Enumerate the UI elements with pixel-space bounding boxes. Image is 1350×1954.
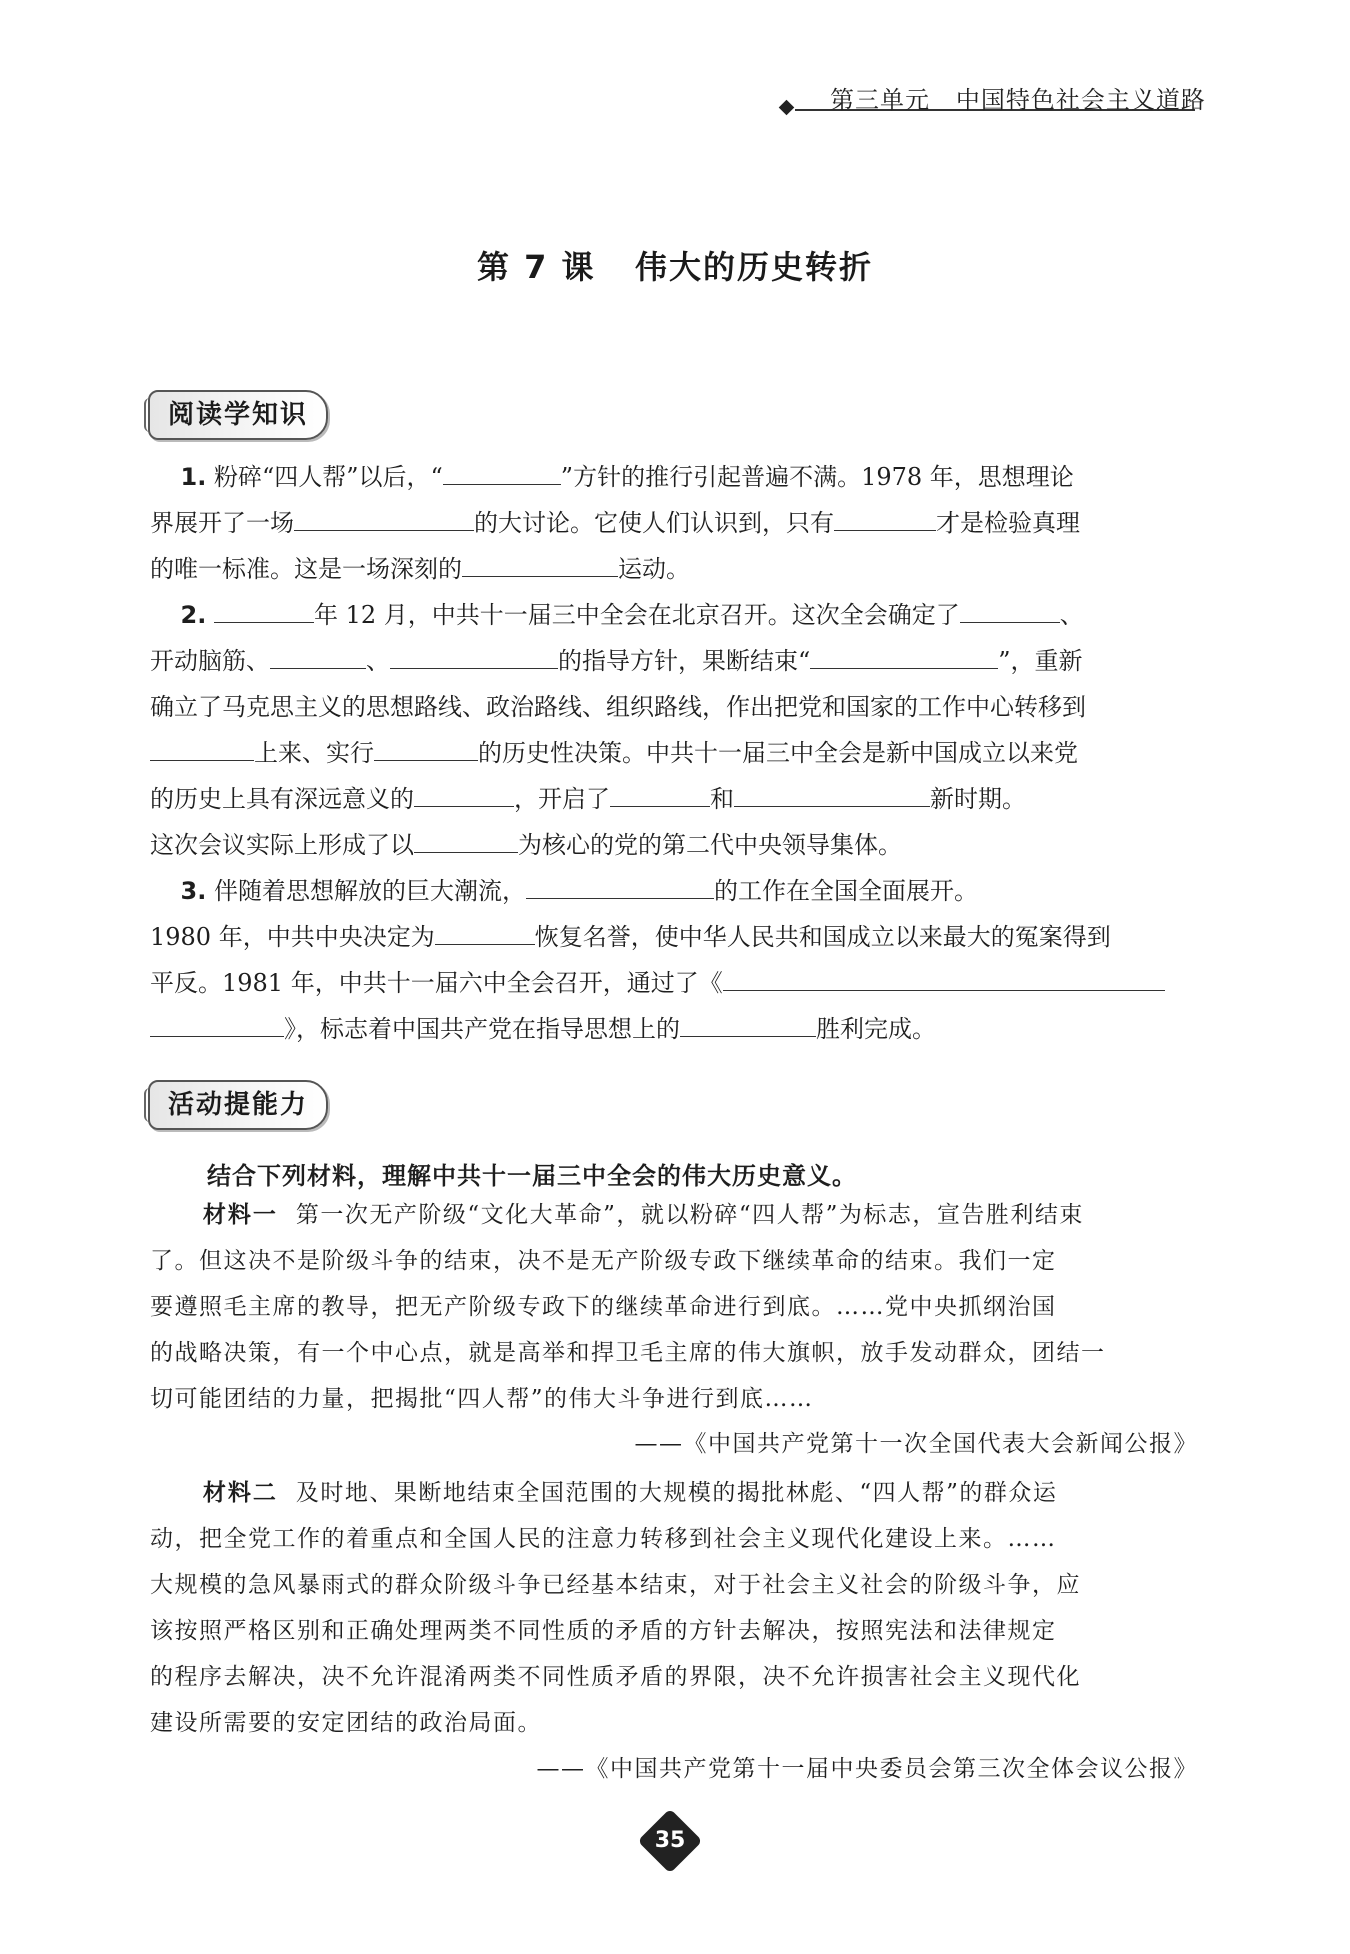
- text: 平反。1981 年，中共十一届六中全会召开，通过了《: [150, 969, 723, 997]
- question-3: [150, 868, 1198, 1052]
- material-1-source: ——《中国共产党第十一次全国代表大会新闻公报》: [634, 1431, 1198, 1457]
- text: 新时期。: [930, 785, 1026, 813]
- page-number: 35: [654, 1828, 686, 1853]
- text: 运动。: [618, 555, 690, 583]
- section-tag-activity: 活动提能力: [148, 1080, 328, 1130]
- text: 的历史上具有深远意义的: [150, 785, 414, 813]
- answer-blank[interactable]: [390, 644, 558, 669]
- answer-blank[interactable]: [214, 598, 314, 623]
- material-2-source: ——《中国共产党第十一届中央委员会第三次全体会议公报》: [536, 1756, 1198, 1782]
- answer-blank[interactable]: [414, 828, 518, 853]
- text: 界展开了一场: [150, 509, 294, 537]
- unit-title: 中国特色社会主义道路: [955, 86, 1206, 114]
- text: 开动脑筋、: [150, 647, 270, 675]
- lesson-name: 伟大的历史转折: [634, 248, 873, 286]
- answer-blank[interactable]: [414, 782, 514, 807]
- question-1: [150, 454, 1198, 592]
- text: 和: [710, 785, 734, 813]
- text: 粉碎“四人帮”以后，“: [213, 463, 443, 491]
- text: 的指导方针，果断结束“: [558, 647, 811, 675]
- text: 的唯一标准。这是一场深刻的: [150, 555, 462, 583]
- answer-blank[interactable]: [462, 552, 618, 577]
- material-label: 材料一: [202, 1202, 278, 1228]
- text: 了。但这决不是阶级斗争的结束，决不是无产阶级专政下继续革命的结束。我们一定: [150, 1248, 1057, 1274]
- answer-blank[interactable]: [435, 920, 535, 945]
- answer-blank[interactable]: [960, 598, 1060, 623]
- text: 、: [1059, 601, 1084, 629]
- text: 该按照严格区别和正确处理两类不同性质的矛盾的方针去解决，按照宪法和法律规定: [150, 1618, 1057, 1644]
- answer-blank[interactable]: [374, 736, 478, 761]
- text: 的工作在全国全面展开。: [713, 877, 978, 905]
- answer-blank[interactable]: [150, 1012, 284, 1037]
- text: 胜利完成。: [816, 1015, 936, 1043]
- material-label: 材料二: [202, 1480, 278, 1506]
- answer-blank[interactable]: [810, 644, 998, 669]
- text: 》，标志着中国共产党在指导思想上的: [284, 1015, 680, 1043]
- text: 建设所需要的安定团结的政治局面。: [150, 1710, 542, 1736]
- text: 伴随着思想解放的巨大潮流，: [213, 877, 526, 905]
- text: ”方针的推行引起普遍不满。1978 年，思想理论: [560, 463, 1074, 491]
- answer-blank[interactable]: [734, 782, 930, 807]
- answer-blank[interactable]: [680, 1012, 816, 1037]
- text: 才是检验真理: [936, 509, 1080, 537]
- text: 为核心的党的第二代中央领导集体。: [518, 831, 902, 859]
- text: 、: [366, 647, 390, 675]
- material-2: [150, 1470, 1198, 1746]
- text: 这次会议实际上形成了以: [150, 831, 414, 859]
- text: 要遵照毛主席的教导，把无产阶级专政下的继续革命进行到底。……党中央抓纲治国: [150, 1294, 1057, 1320]
- header-diamond-icon: [779, 100, 795, 116]
- text: 第一次无产阶级“文化大革命”，就以粉碎“四人帮”为标志，宣告胜利结束: [295, 1202, 1084, 1228]
- lesson-title: [0, 242, 1350, 288]
- activity-instruction: 结合下列材料，理解中共十一届三中全会的伟大历史意义。: [207, 1162, 857, 1190]
- material-1: [150, 1192, 1198, 1422]
- answer-blank[interactable]: [834, 506, 936, 531]
- answer-blank[interactable]: [294, 506, 474, 531]
- text: 的大讨论。它使人们认识到，只有: [474, 509, 834, 537]
- answer-blank[interactable]: [270, 644, 366, 669]
- text: ，开启了: [514, 785, 610, 813]
- lesson-number: 第 7 课: [477, 248, 596, 286]
- text: 的程序去解决，决不允许混淆两类不同性质矛盾的界限，决不允许损害社会主义现代化: [150, 1664, 1081, 1690]
- text: 确立了马克思主义的思想路线、政治路线、组织路线，作出把党和国家的工作中心转移到: [150, 693, 1086, 721]
- question-number: 1.: [180, 463, 207, 491]
- text: 的历史性决策。中共十一届三中全会是新中国成立以来党: [478, 739, 1078, 767]
- answer-blank[interactable]: [150, 736, 254, 761]
- text: 1980 年，中共中央决定为: [150, 923, 435, 951]
- text: 大规模的急风暴雨式的群众阶级斗争已经基本结束，对于社会主义社会的阶级斗争，应: [150, 1572, 1081, 1598]
- unit-number: 第三单元: [830, 86, 930, 114]
- text: 的战略决策，有一个中心点，就是高举和捍卫毛主席的伟大旗帜，放手发动群众，团结一: [150, 1340, 1106, 1366]
- text: 动，把全党工作的着重点和全国人民的注意力转移到社会主义现代化建设上来。……: [150, 1526, 1057, 1552]
- question-number: 3.: [180, 877, 207, 905]
- text: 切可能团结的力量，把揭批“四人帮”的伟大斗争进行到底……: [150, 1386, 814, 1412]
- answer-blank[interactable]: [723, 966, 1165, 991]
- text: ”，重新: [998, 647, 1083, 675]
- text: 上来、实行: [254, 739, 374, 767]
- text: 恢复名誉，使中华人民共和国成立以来最大的冤案得到: [534, 923, 1111, 951]
- section-tag-reading: 阅读学知识: [148, 390, 328, 440]
- answer-blank[interactable]: [610, 782, 710, 807]
- answer-blank[interactable]: [526, 874, 714, 899]
- question-2: [150, 592, 1198, 868]
- text: 年 12 月，中共十一届三中全会在北京召开。这次全会确定了: [313, 601, 960, 629]
- question-number: 2.: [180, 601, 207, 629]
- answer-blank[interactable]: [443, 460, 561, 485]
- text: 及时地、果断地结束全国范围的大规模的揭批林彪、“四人帮”的群众运: [295, 1480, 1058, 1506]
- running-header: [830, 80, 1206, 115]
